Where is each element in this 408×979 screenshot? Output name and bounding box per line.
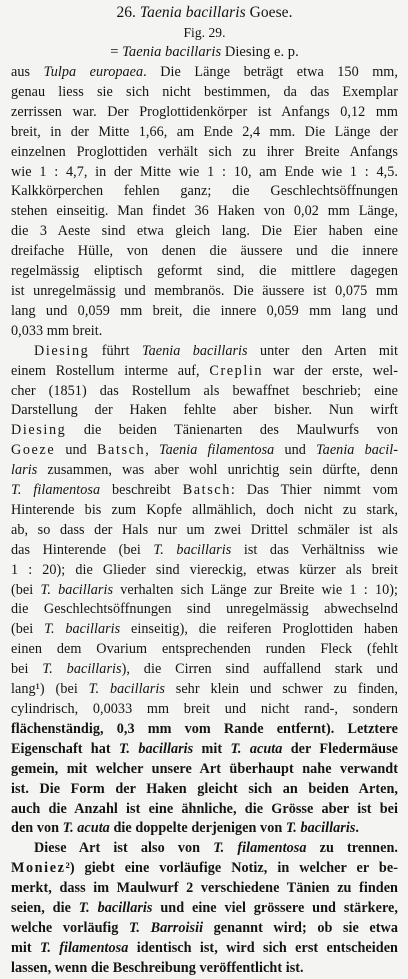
text-line: laris zusammen, was aber wohl unrichtig sein dürfte, denn: [11, 462, 398, 479]
text-line: das Hinterende (bei T. bacillaris ist das Verhältniss wie: [11, 541, 399, 558]
text-line: ist. Die Form der Haken gleicht sich an beiden Arten,: [11, 780, 398, 797]
text-line: breit, in der Mitte 1,66, am Ende 2,4 mm. Die Länge der: [11, 123, 398, 140]
paragraph-1: [11, 63, 398, 342]
paragraph-3: [11, 839, 398, 978]
text-line: den von T. acuta die doppelte derjenigen von T. bacillaris.: [11, 820, 359, 837]
text-line: die Geschlechtsöffnungen sind unregelmässig abwechselnd: [11, 601, 398, 618]
text-line: (bei T. bacillaris einseitig), die reiferen Proglottiden haben: [11, 621, 399, 638]
species-name: Taenia bacillaris: [139, 4, 246, 21]
text-line: ist unregelmässig und membranös. Die äussere ist 0,075 mm: [11, 282, 398, 299]
text-line: Diesing die beiden Tänienarten des Maulwurfs von: [11, 422, 398, 439]
text-line: genau liess sie sich nicht bestimmen, da das Exemplar: [11, 83, 398, 100]
text-line: seien, die T. bacillaris und eine viel grössere und stärkere,: [11, 900, 398, 917]
text-line: einzelnen Proglottiden verhält sich zu ihrer Breite Anfangs: [11, 143, 398, 160]
text-line: Eigenschaft hat T. bacillaris mit T. acuta der Fledermäuse: [11, 740, 398, 757]
text-line: merkt, dass im Maulwurf 2 verschiedene Tänien zu finden: [11, 880, 398, 897]
text-line: Kalkkörperchen fehlen ganz; die Geschlechtsöffnungen: [11, 183, 398, 200]
text-line: zerrissen war. Der Proglottidenkörper ist Anfangs 0,12 mm: [11, 103, 398, 120]
synonym-line: [11, 42, 398, 62]
text-line: aus Tulpa europaea. Die Länge beträgt etwa 150 mm,: [11, 64, 398, 80]
text-line: ab, so dass der Hals nur um zwei Drittel schmäler ist als: [11, 521, 398, 538]
text-line: 0,033 mm breit.: [11, 322, 103, 339]
text-line: gemein, mit welcher unsere Art überhaupt nahe verwandt: [11, 760, 398, 777]
text-line: flächenständig, 0,3 mm vom Rande entfernt). Letztere: [11, 720, 398, 737]
text-line: 1 : 20); die Glieder sind viereckig, etwas kürzer als breit: [11, 561, 398, 578]
text-line: einem Rostellum interme auf, Creplin war der erste, wel-: [11, 362, 398, 379]
body-text: [11, 63, 398, 979]
text-line: Moniez²) giebt eine vorläufige Notiz, in welcher er be-: [11, 860, 398, 877]
text-line: (bei T. bacillaris verhalten sich Länge zur Breite wie 1 : 10);: [11, 581, 398, 598]
synonym-prefix: =: [110, 44, 119, 60]
species-heading: [11, 2, 398, 23]
text-line: Diese Art ist also von T. filamentosa zu trennen.: [34, 840, 398, 857]
text-line: welche vorläufig T. Barroisii genannt wird; ob sie etwa: [11, 919, 398, 936]
paragraph-2: [11, 342, 398, 840]
text-line: auch die Anzahl ist eine ähnliche, die Grösse aber ist bei: [11, 800, 398, 817]
text-line: regelmässig eliptisch geformt sind, die mittlere dagegen: [11, 263, 398, 280]
text-line: mit T. filamentosa identisch ist, wird sich erst entscheiden: [11, 939, 398, 956]
text-line: einen dem Ovarium entsprechenden runden Fleck (fehlt: [11, 641, 398, 658]
text-line: T. filamentosa beschreibt Batsch: Das Thier nimmt vom: [11, 482, 399, 499]
text-line: lang und 0,059 mm breit, die innere 0,059 mm lang und: [11, 302, 398, 319]
text-line: bei T. bacillaris), die Cirren sind auffallend stark und: [11, 661, 398, 678]
text-line: Diesing führt Taenia bacillaris unter den Arten mit: [34, 342, 398, 359]
text-line: Hinterende bis zum Kopfe allmählich, doch nicht zu stark,: [11, 501, 398, 518]
text-line: cylindrisch, 0,0033 mm breit und nicht rand-, sondern: [11, 701, 398, 717]
species-author: Goese.: [249, 4, 293, 21]
text-line: Goeze und Batsch, Taenia filamentosa und Taenia bacil-: [11, 442, 399, 459]
text-line: cher (1851) das Rostellum als bewaffnet beschrieb; eine: [11, 382, 398, 399]
text-line: wie 1 : 4,7, in der Mitte wie 1 : 10, am Ende wie 1 : 4,5.: [11, 163, 398, 180]
synonym-author: Diesing e. p.: [224, 44, 299, 60]
text-line: stehen einseitig. Man findet 36 Haken von 0,02 mm Länge,: [11, 203, 398, 220]
species-number: 26.: [116, 4, 136, 21]
figure-reference: Fig. 29.: [183, 25, 226, 40]
text-line: die 3 Aeste sind etwa gleich lang. Die Eier haben eine: [11, 223, 398, 240]
text-line: lassen, wenn die Beschreibung veröffentlicht ist.: [11, 959, 304, 976]
text-line: dreifache Hülle, von denen die äussere und die innere: [11, 243, 398, 260]
text-line: lang¹) (bei T. bacillaris sehr klein und schwer zu finden,: [11, 681, 399, 698]
text-line: Darstellung der Haken fehlte aber bisher. Nun wirft: [11, 402, 398, 419]
synonym-name: Taenia bacillaris: [122, 44, 222, 60]
